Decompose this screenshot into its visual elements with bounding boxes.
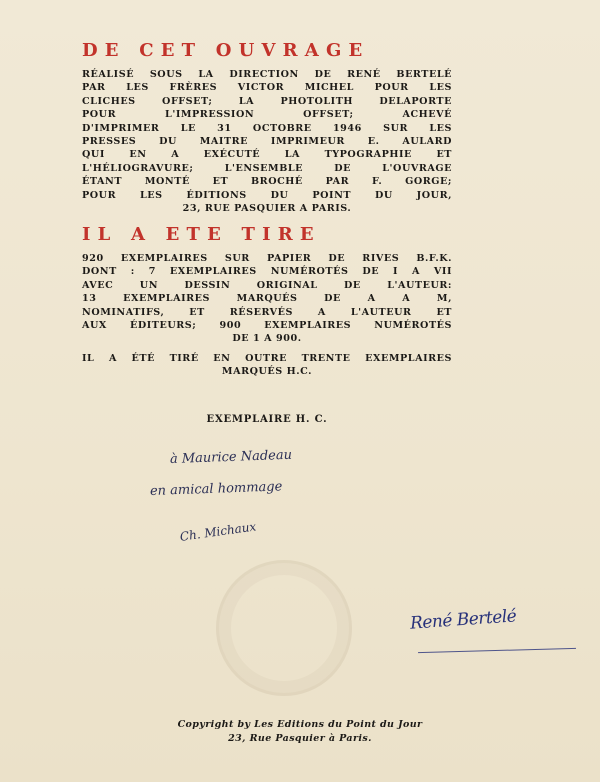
colophon-line: DE 1 A 900. — [232, 333, 302, 345]
heading-de-cet-ouvrage: DE CET OUVRAGE — [82, 40, 370, 61]
handwritten-dedication-line: à Maurice Nadeau — [169, 447, 293, 467]
colophon-line: L'HÉLIOGRAVURE; L'ENSEMBLE DE L'OUVRAGE — [82, 162, 452, 174]
colophon-line: DONT : 7 EXEMPLAIRES NUMÉROTÉS DE I A VII — [82, 266, 452, 278]
colophon-line: CLICHES OFFSET; LA PHOTOLITH DELAPORTE — [82, 95, 452, 107]
colophon-paragraph-2 — [82, 252, 452, 346]
faded-stamp-mark — [216, 560, 352, 696]
colophon-line: 23, RUE PASQUIER A PARIS. — [182, 203, 352, 215]
exemplaire-label: EXEMPLAIRE H. C. — [206, 414, 328, 425]
colophon-paragraph-1 — [82, 68, 452, 215]
handwritten-dedication-signature: Ch. Michaux — [179, 519, 257, 544]
copyright-line: Copyright by Les Editions du Point du Jour — [177, 719, 423, 730]
handwritten-dedication-line: en amical hommage — [149, 479, 283, 499]
colophon-line: POUR L'IMPRESSION OFFSET; ACHEVÉ — [82, 109, 452, 121]
handwritten-signature: René Bertelé — [409, 606, 517, 634]
colophon-line: ÉTANT MONTÉ ET BROCHÉ PAR F. GORGE; — [82, 176, 452, 188]
colophon-line: 920 EXEMPLAIRES SUR PAPIER DE RIVES B.F.K. — [82, 253, 452, 264]
colophon-line: MARQUÉS H.C. — [221, 366, 313, 378]
colophon-line: IL A ÉTÉ TIRÉ EN OUTRE TRENTE EXEMPLAIRES — [82, 353, 452, 364]
colophon-line: AVEC UN DESSIN ORIGINAL DE L'AUTEUR: — [82, 279, 452, 291]
colophon-line: POUR LES ÉDITIONS DU POINT DU JOUR, — [82, 189, 452, 201]
colophon-paragraph-3 — [82, 352, 452, 379]
signature-underline — [418, 648, 576, 653]
colophon-line: 13 EXEMPLAIRES MARQUÉS DE A A M, — [82, 293, 452, 305]
heading-il-a-ete-tire: IL A ETE TIRE — [82, 224, 321, 245]
colophon-line: PRESSES DU MAITRE IMPRIMEUR E. AULARD — [82, 136, 452, 148]
publisher-address: 23, Rue Pasquier à Paris. — [228, 733, 372, 744]
colophon-line: RÉALISÉ SOUS LA DIRECTION DE RENÉ BERTELÉ — [82, 69, 452, 80]
colophon-line: QUI EN A EXÉCUTÉ LA TYPOGRAPHIE ET — [82, 149, 452, 161]
colophon-line: D'IMPRIMER LE 31 OCTOBRE 1946 SUR LES — [82, 122, 452, 134]
colophon-line: PAR LES FRÈRES VICTOR MICHEL POUR LES — [82, 82, 452, 94]
colophon-line: AUX ÉDITEURS; 900 EXEMPLAIRES NUMÉROTÉS — [82, 320, 452, 332]
colophon-line: NOMINATIFS, ET RÉSERVÉS A L'AUTEUR ET — [82, 306, 452, 318]
